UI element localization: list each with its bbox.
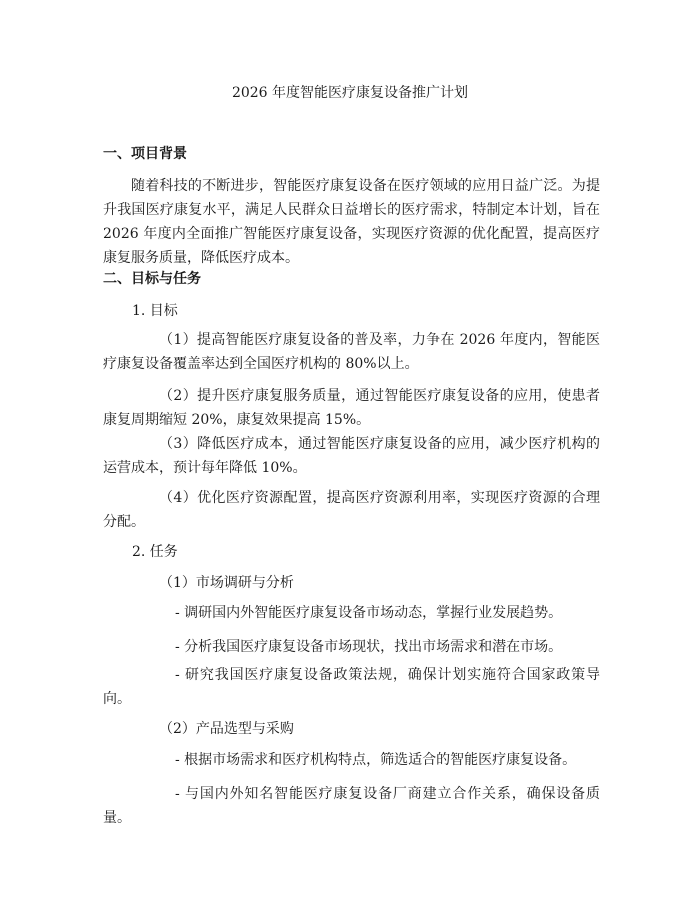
- task-bullet-item: - 研究我国医疗康复设备政策法规，确保计划实施符合国家政策导向。: [103, 667, 600, 707]
- background-paragraph: 随着科技的不断进步，智能医疗康复设备在医疗领域的应用日益广泛。为提升我国医疗康复水平，满足人民群众日益增长的医疗需求，特制定本计划，旨在 2026 年度内全面推广智能医疗康复设备，实现医疗资源的优化配置，提高医疗康复服务质量，降低医疗成本。: [103, 178, 600, 266]
- task-bullet-item: - 调研国内外智能医疗康复设备市场动态，掌握行业发展趋势。: [175, 605, 563, 621]
- document-title: 2026 年度智能医疗康复设备推广计划: [231, 85, 469, 101]
- section-heading-background: 一、项目背景: [103, 146, 187, 162]
- goal-item: （4）优化医疗资源配置，提高医疗资源利用率，实现医疗资源的合理分配。: [103, 490, 600, 530]
- goal-item: （2）提升医疗康复服务质量，通过智能医疗康复设备的应用，使患者康复周期缩短 20%，康复效果提高 15%。: [103, 388, 600, 428]
- goal-item: （3）降低医疗成本，通过智能医疗康复设备的应用，减少医疗机构的运营成本，预计每年降低 10%。: [103, 436, 600, 476]
- goal-item: （1）提高智能医疗康复设备的普及率，力争在 2026 年度内，智能医疗康复设备覆盖率达到全国医疗机构的 80%以上。: [103, 332, 600, 372]
- tasks-label: 2. 任务: [132, 544, 178, 560]
- goals-label: 1. 目标: [132, 303, 178, 319]
- task-heading-market-research: （1）市场调研与分析: [159, 575, 294, 591]
- task-bullet-item: - 与国内外知名智能医疗康复设备厂商建立合作关系，确保设备质量。: [103, 786, 600, 826]
- task-heading-product-selection: （2）产品选型与采购: [159, 721, 294, 737]
- task-bullet-item: - 根据市场需求和医疗机构特点，筛选适合的智能医疗康复设备。: [175, 752, 577, 768]
- section-heading-goals-tasks: 二、目标与任务: [103, 271, 201, 287]
- task-bullet-item: - 分析我国医疗康复设备市场现状，找出市场需求和潜在市场。: [175, 639, 563, 655]
